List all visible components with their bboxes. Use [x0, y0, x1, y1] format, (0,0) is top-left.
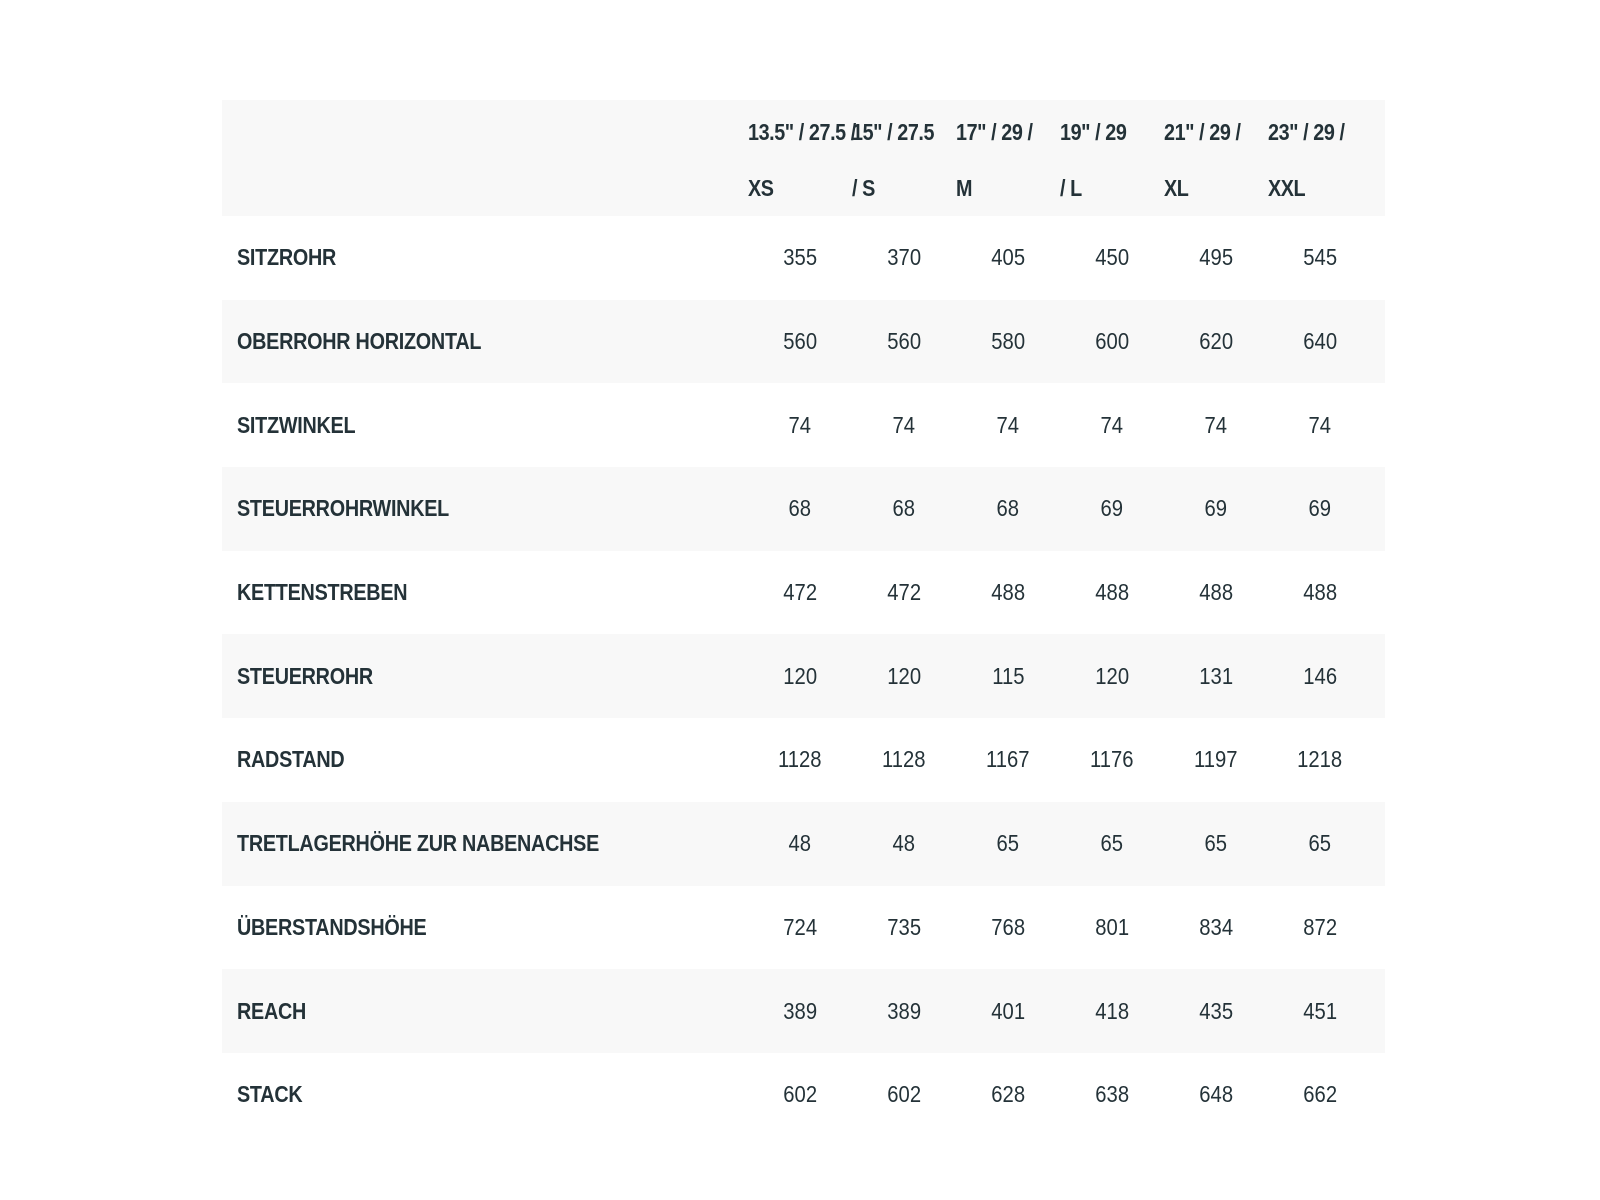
value-cell: [1060, 551, 1164, 635]
row-label: RADSTAND: [237, 746, 345, 773]
value-cell: [1268, 634, 1385, 718]
size-header-line2: / S: [852, 175, 875, 201]
table-row: [222, 718, 1385, 802]
value-cell: [956, 634, 1060, 718]
measurement-value: 488: [1303, 579, 1337, 606]
value-cell: [956, 467, 1060, 551]
value-cell: [748, 551, 852, 635]
row-label: KETTENSTREBEN: [237, 579, 408, 606]
measurement-value: 628: [991, 1081, 1025, 1108]
value-cell: [1060, 634, 1164, 718]
value-cell: [1268, 300, 1385, 384]
value-cell: [1164, 802, 1268, 886]
geometry-table-body: [222, 216, 1385, 1137]
measurement-value: 1167: [986, 746, 1030, 773]
measurement-value: 69: [1204, 495, 1228, 522]
size-header-xl: [1164, 100, 1268, 216]
row-label: STEUERROHR: [237, 662, 373, 689]
measurement-value: 74: [1204, 411, 1228, 438]
measurement-value: 65: [1204, 830, 1228, 857]
table-row: [222, 551, 1385, 635]
table-row: [222, 969, 1385, 1053]
size-header-xxl: [1268, 100, 1385, 216]
value-cell: [748, 969, 852, 1053]
row-label: ÜBERSTANDSHÖHE: [237, 913, 427, 940]
measurement-value: 120: [783, 662, 817, 689]
size-header-line1: 13.5" / 27.5 /: [748, 119, 856, 145]
value-cell: [748, 1053, 852, 1137]
measurement-value: 872: [1303, 913, 1337, 940]
measurement-value: 48: [788, 830, 812, 857]
measurement-value: 115: [991, 662, 1025, 689]
measurement-value: 389: [887, 997, 921, 1024]
value-cell: [1268, 969, 1385, 1053]
table-row: [222, 886, 1385, 970]
measurement-value: 418: [1095, 997, 1129, 1024]
size-header-line2: / L: [1060, 175, 1082, 201]
value-cell: [1060, 969, 1164, 1053]
row-label-cell: [222, 551, 748, 635]
measurement-value: 48: [892, 830, 916, 857]
value-cell: [1060, 802, 1164, 886]
measurement-value: 389: [783, 997, 817, 1024]
value-cell: [1268, 718, 1385, 802]
value-cell: [852, 886, 956, 970]
row-label: SITZROHR: [237, 244, 337, 271]
size-header-line1: 17" / 29 /: [956, 119, 1033, 145]
measurement-value: 405: [991, 244, 1025, 271]
row-label-cell: [222, 886, 748, 970]
measurement-value: 435: [1199, 997, 1233, 1024]
measurement-value: 735: [887, 913, 921, 940]
measurement-value: 560: [887, 328, 921, 355]
measurement-value: 74: [1100, 411, 1124, 438]
value-cell: [1164, 886, 1268, 970]
measurement-value: 488: [1199, 579, 1233, 606]
measurement-value: 1128: [882, 746, 926, 773]
value-cell: [1268, 802, 1385, 886]
measurement-value: 560: [783, 328, 817, 355]
value-cell: [1164, 969, 1268, 1053]
value-cell: [1268, 467, 1385, 551]
size-header-line2: XS: [748, 175, 774, 201]
measurement-value: 545: [1303, 244, 1337, 271]
size-header-row: [222, 100, 1385, 216]
value-cell: [1060, 718, 1164, 802]
measurement-value: 65: [1308, 830, 1332, 857]
value-cell: [956, 802, 1060, 886]
row-label-cell: [222, 467, 748, 551]
value-cell: [748, 886, 852, 970]
value-cell: [852, 383, 956, 467]
measurement-value: 120: [1095, 662, 1129, 689]
value-cell: [852, 969, 956, 1053]
table-row: [222, 383, 1385, 467]
value-cell: [1164, 383, 1268, 467]
row-label: STACK: [237, 1081, 303, 1108]
size-header-line2: XXL: [1268, 175, 1306, 201]
table-row: [222, 300, 1385, 384]
size-header-l: [1060, 100, 1164, 216]
value-cell: [1060, 886, 1164, 970]
row-label-cell: [222, 969, 748, 1053]
row-label: REACH: [237, 997, 307, 1024]
measurement-value: 74: [1308, 411, 1332, 438]
value-cell: [956, 551, 1060, 635]
value-cell: [1060, 383, 1164, 467]
value-cell: [1268, 216, 1385, 300]
value-cell: [852, 467, 956, 551]
measurement-value: 472: [887, 579, 921, 606]
row-label-cell: [222, 634, 748, 718]
value-cell: [748, 383, 852, 467]
table-row: [222, 216, 1385, 300]
value-cell: [1060, 1053, 1164, 1137]
measurement-value: 69: [1100, 495, 1124, 522]
value-cell: [1164, 216, 1268, 300]
value-cell: [748, 216, 852, 300]
measurement-value: 724: [783, 913, 817, 940]
measurement-value: 65: [996, 830, 1020, 857]
measurement-value: 65: [1100, 830, 1124, 857]
measurement-value: 74: [996, 411, 1020, 438]
measurement-value: 640: [1303, 328, 1337, 355]
size-header-m: [956, 100, 1060, 216]
measurement-value: 69: [1308, 495, 1332, 522]
measurement-value: 74: [892, 411, 916, 438]
value-cell: [852, 1053, 956, 1137]
value-cell: [748, 718, 852, 802]
size-header-s: [852, 100, 956, 216]
row-label: STEUERROHRWINKEL: [237, 495, 450, 522]
value-cell: [1164, 467, 1268, 551]
measurement-value: 648: [1199, 1081, 1233, 1108]
measurement-value: 801: [1095, 913, 1129, 940]
measurement-value: 450: [1095, 244, 1129, 271]
row-label: SITZWINKEL: [237, 411, 356, 438]
measurement-value: 488: [991, 579, 1025, 606]
measurement-value: 370: [887, 244, 921, 271]
measurement-value: 602: [887, 1081, 921, 1108]
value-cell: [1268, 1053, 1385, 1137]
table-row: [222, 467, 1385, 551]
measurement-value: 580: [991, 328, 1025, 355]
value-cell: [1060, 467, 1164, 551]
size-header-line2: M: [956, 175, 973, 201]
measurement-value: 451: [1303, 997, 1337, 1024]
value-cell: [748, 802, 852, 886]
size-header-line1: 23" / 29 /: [1268, 119, 1345, 145]
row-label: OBERROHR HORIZONTAL: [237, 328, 482, 355]
measurement-value: 488: [1095, 579, 1129, 606]
size-header-line2: XL: [1164, 175, 1189, 201]
measurement-value: 1197: [1194, 746, 1238, 773]
value-cell: [852, 718, 956, 802]
table-row: [222, 802, 1385, 886]
table-row: [222, 634, 1385, 718]
value-cell: [1164, 300, 1268, 384]
row-label-cell: [222, 216, 748, 300]
measurement-value: 495: [1199, 244, 1233, 271]
measurement-value: 834: [1199, 913, 1233, 940]
value-cell: [852, 802, 956, 886]
value-cell: [956, 886, 1060, 970]
measurement-value: 68: [996, 495, 1020, 522]
row-label-cell: [222, 300, 748, 384]
value-cell: [1164, 718, 1268, 802]
geometry-table: [222, 100, 1385, 1137]
measurement-value: 1176: [1090, 746, 1134, 773]
value-cell: [748, 300, 852, 384]
measurement-value: 401: [991, 997, 1025, 1024]
row-label-cell: [222, 1053, 748, 1137]
measurement-value: 131: [1199, 662, 1233, 689]
row-label-cell: [222, 383, 748, 467]
value-cell: [852, 551, 956, 635]
row-label: TRETLAGERHÖHE ZUR NABENACHSE: [237, 830, 600, 857]
measurement-value: 355: [783, 244, 817, 271]
measurement-value: 602: [783, 1081, 817, 1108]
measurement-value: 638: [1095, 1081, 1129, 1108]
measurement-value: 620: [1199, 328, 1233, 355]
value-cell: [956, 718, 1060, 802]
size-header-xs: [748, 100, 856, 216]
measurement-value: 662: [1303, 1081, 1337, 1108]
measurement-value: 146: [1303, 662, 1337, 689]
size-header-line1: 21" / 29 /: [1164, 119, 1241, 145]
value-cell: [1164, 634, 1268, 718]
table-row: [222, 1053, 1385, 1137]
measurement-value: 68: [788, 495, 812, 522]
value-cell: [1268, 551, 1385, 635]
value-cell: [1268, 886, 1385, 970]
measurement-value: 120: [887, 662, 921, 689]
value-cell: [1060, 216, 1164, 300]
row-label-cell: [222, 802, 748, 886]
value-cell: [852, 216, 956, 300]
value-cell: [1164, 551, 1268, 635]
row-label-cell: [222, 718, 748, 802]
value-cell: [852, 634, 956, 718]
measurement-value: 1218: [1297, 746, 1343, 773]
value-cell: [1060, 300, 1164, 384]
value-cell: [956, 216, 1060, 300]
header-label-cell: [222, 100, 748, 216]
measurement-value: 74: [788, 411, 812, 438]
value-cell: [956, 383, 1060, 467]
value-cell: [852, 300, 956, 384]
measurement-value: 768: [991, 913, 1025, 940]
value-cell: [748, 634, 852, 718]
measurement-value: 68: [892, 495, 916, 522]
value-cell: [1268, 383, 1385, 467]
measurement-value: 472: [783, 579, 817, 606]
size-header-line1: 19" / 29: [1060, 119, 1127, 145]
value-cell: [748, 467, 852, 551]
value-cell: [956, 300, 1060, 384]
value-cell: [956, 969, 1060, 1053]
measurement-value: 1128: [778, 746, 822, 773]
value-cell: [1164, 1053, 1268, 1137]
value-cell: [956, 1053, 1060, 1137]
measurement-value: 600: [1095, 328, 1129, 355]
size-header-line1: 15" / 27.5: [852, 119, 935, 145]
